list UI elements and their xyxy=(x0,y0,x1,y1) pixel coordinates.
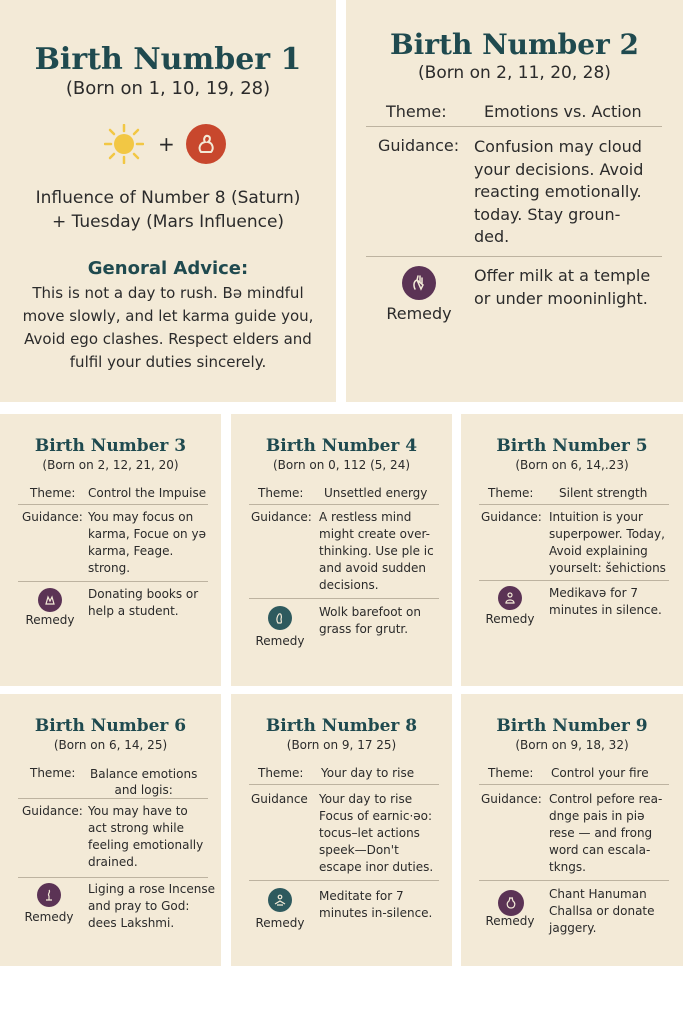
advice-line: Avoid ego clashes. Respect elders and xyxy=(24,330,312,348)
guidance-label: Guidance: xyxy=(251,510,312,524)
divider xyxy=(479,580,669,581)
remedy-text: Donating books or help a student. xyxy=(88,587,199,618)
divider xyxy=(18,504,208,505)
card-subtitle: (Born on 9, 17 25) xyxy=(286,738,397,752)
card-title: Birth Number 4 xyxy=(265,436,418,456)
influence-line-1: Influence of Number 8 (Saturn) xyxy=(35,188,301,208)
birth-number-5-card xyxy=(461,414,683,686)
birth-number-3-card xyxy=(0,414,221,686)
divider xyxy=(479,784,669,785)
advice-line: move slowly, and let karma guide you, xyxy=(22,307,314,325)
meditation-icon xyxy=(498,586,522,610)
card-title: Birth Number 3 xyxy=(34,436,187,456)
card-subtitle: (Born on 9, 18, 32) xyxy=(515,738,629,752)
mars-icon xyxy=(186,124,226,164)
card-title: Birth Number 8 xyxy=(265,716,418,736)
divider xyxy=(249,784,439,785)
divider xyxy=(479,880,669,881)
remedy-label: Remedy xyxy=(255,634,305,648)
theme-label: Theme: xyxy=(488,486,534,500)
divider xyxy=(366,256,662,257)
guidance-label: Guidance: xyxy=(22,510,83,524)
theme-value: Control the Impuise xyxy=(88,486,207,500)
divider xyxy=(18,877,208,878)
remedy-text: Offer milk at a temple or under mooninlight. xyxy=(474,266,651,308)
divider xyxy=(249,504,439,505)
remedy-text: Meditate for 7 minutes in-silence. xyxy=(319,889,433,920)
divider xyxy=(18,798,208,799)
card-title: Birth Number 9 xyxy=(496,716,648,736)
hands-icon xyxy=(38,588,62,612)
birth-number-6-card xyxy=(0,694,221,966)
theme-label: Theme: xyxy=(258,486,304,500)
birth-number-1-card xyxy=(0,0,336,402)
advice-heading: Genoral Advice: xyxy=(87,258,249,279)
remedy-label: Remedy xyxy=(485,914,535,928)
advice-line: fulfil your duties sincerely. xyxy=(69,353,267,371)
incense-icon xyxy=(37,883,61,907)
guidance-label: Guidance xyxy=(251,792,308,806)
guidance-text: A restless mind might create over- thinking. Use ple ic and avoid sudden decisions. xyxy=(319,510,434,592)
birth-number-8-card xyxy=(231,694,452,966)
advice-line: This is not a day to rush. Bə mindful xyxy=(32,284,304,302)
theme-value: Your day to rise xyxy=(321,766,415,780)
guidance-text: Intuition is your superpower. Today, Avoid explaining yourselt: šehictions xyxy=(549,510,666,575)
foot-icon xyxy=(268,606,292,630)
remedy-text: Liging a rose Incense and pray to God: dees Lakshmi. xyxy=(88,882,216,930)
guidance-text: Control pefore rea- dnge pais in piə rese — and frong word can escala- tkngs. xyxy=(549,792,663,874)
card-subtitle: (Born on 6, 14, 25) xyxy=(53,738,168,752)
remedy-label: Remedy xyxy=(386,304,452,323)
card-subtitle: (Born on 1, 10, 19, 28) xyxy=(65,78,271,99)
guidance-text: Confusion may cloud your decisions. Avoid reacting emotionally. today. Stay groun- ded. xyxy=(474,137,644,246)
birth-number-4-card xyxy=(231,414,452,686)
meditate-icon xyxy=(268,888,292,912)
theme-value: Emotions vs. Action xyxy=(484,102,642,121)
plus-sign: + xyxy=(158,132,175,156)
divider xyxy=(18,581,208,582)
remedy-text: Wolk barefoot on grass for grutr. xyxy=(319,605,421,636)
card-subtitle: (Born on 2, 11, 20, 28) xyxy=(418,63,611,83)
guidance-text: You may focus on karma, Focue on yə karma, Feage. strong. xyxy=(88,510,206,575)
theme-value: Balance emotions and logis: xyxy=(90,767,198,797)
remedy-text: Chant Hanuman Challsa or donate jaggery. xyxy=(549,887,655,935)
influence-line-2: + Tuesday (Mars Influence) xyxy=(51,212,285,232)
divider xyxy=(249,880,439,881)
birth-number-2-card xyxy=(346,0,683,402)
sun-icon xyxy=(104,124,144,164)
guidance-label: Guidance: xyxy=(481,510,542,524)
card-title: Birth Number 6 xyxy=(34,716,187,736)
remedy-text: Medikavə for 7 minutes in silence. xyxy=(549,586,662,617)
card-title: Birth Number 1 xyxy=(34,42,302,77)
card-subtitle: (Born on 0, 112 (5, 24) xyxy=(272,458,411,472)
remedy-label: Remedy xyxy=(485,612,535,626)
card-title: Birth Number 5 xyxy=(496,436,648,456)
guidance-text: Your day to rise Focus of earnic·əo: tocus–let actions speek—Don't escape inor duties. xyxy=(319,792,434,874)
theme-label: Theme: xyxy=(386,102,447,121)
theme-label: Theme: xyxy=(30,486,76,500)
birth-number-9-card xyxy=(461,694,683,966)
card-subtitle: (Born on 6, 14,.23) xyxy=(515,458,629,472)
divider xyxy=(366,126,662,127)
remedy-label: Remedy xyxy=(25,613,75,627)
theme-label: Theme: xyxy=(258,766,304,780)
guidance-text: You may have to act strong while feeling emotionally drained. xyxy=(88,804,204,869)
theme-value: Unsettled energy xyxy=(324,486,428,500)
card-subtitle: (Born on 2, 12, 21, 20) xyxy=(42,458,179,472)
guidance-label: Guidance: xyxy=(481,792,542,806)
theme-label: Theme: xyxy=(30,766,76,780)
guidance-label: Guidance: xyxy=(22,804,83,818)
theme-label: Theme: xyxy=(488,766,534,780)
card-title: Birth Number 2 xyxy=(389,28,640,61)
theme-value: Silent strength xyxy=(559,486,648,500)
remedy-label: Remedy xyxy=(24,910,74,924)
theme-value: Control your fire xyxy=(551,766,649,780)
remedy-label: Remedy xyxy=(255,916,305,930)
guidance-label: Guidance: xyxy=(378,136,460,155)
divider xyxy=(479,504,669,505)
pot-icon xyxy=(498,890,524,916)
divider xyxy=(249,598,439,599)
hand-icon xyxy=(402,266,436,300)
